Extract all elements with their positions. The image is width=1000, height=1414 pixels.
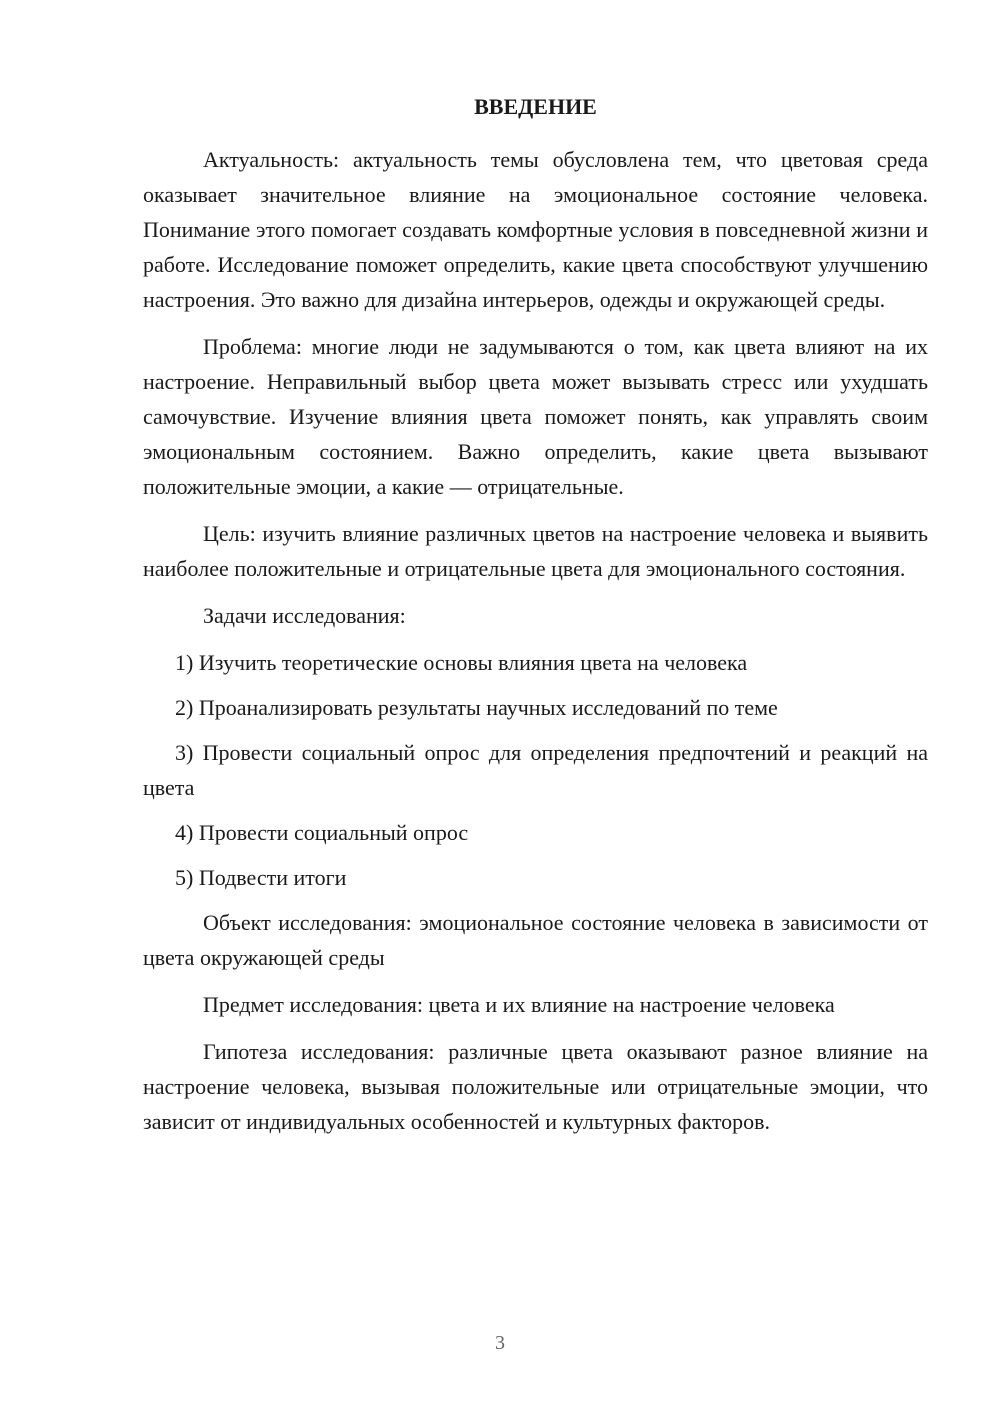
list-item: 1) Изучить теоретические основы влияния цвета на человека <box>175 650 748 675</box>
hypothesis-paragraph: Гипотеза исследования: различные цвета оказывают разное влияние на настроение человека, вызывая положительные или отрицательные эмоции, что зависит от индивидуальных особенностей и культурных факторов. <box>143 1039 928 1134</box>
subject-paragraph: Предмет исследования: цвета и их влияние на настроение человека <box>203 992 835 1017</box>
problem-paragraph: Проблема: многие люди не задумываются о том, как цвета влияют на их настроение. Неправильный выбор цвета может вызывать стресс или ухудшать самочувствие. Изучение влияния цвета поможет понять, как управлять своим эмоциональным состоянием. Важно определить, какие цвета вызывают положительные эмоции, а какие — отрицательные. <box>143 334 928 499</box>
document-page <box>143 92 928 1151</box>
page-number: 3 <box>495 1332 505 1354</box>
list-item: 3) Провести социальный опрос для определения предпочтений и реакций на цвета <box>143 740 928 800</box>
tasks-heading: Задачи исследования: <box>203 603 406 628</box>
section-title: ВВЕДЕНИЕ <box>474 94 597 119</box>
goal-paragraph: Цель: изучить влияние различных цветов на настроение человека и выявить наиболее положительные и отрицательные цвета для эмоционального состояния. <box>143 521 928 581</box>
list-item: 2) Проанализировать результаты научных исследований по теме <box>175 695 778 720</box>
object-paragraph: Объект исследования: эмоциональное состояние человека в зависимости от цвета окружающей среды <box>143 910 928 970</box>
list-item: 5) Подвести итоги <box>175 865 347 890</box>
relevance-paragraph: Актуальность: актуальность темы обусловлена тем, что цветовая среда оказывает значительное влияние на эмоциональное состояние человека. Понимание этого помогает создавать комфортные условия в повседневной жизни и работе. Исследование поможет определить, какие цвета способствуют улучшению настроения. Это важно для дизайна интерьеров, одежды и окружающей среды. <box>143 147 928 312</box>
list-item: 4) Провести социальный опрос <box>175 820 469 845</box>
